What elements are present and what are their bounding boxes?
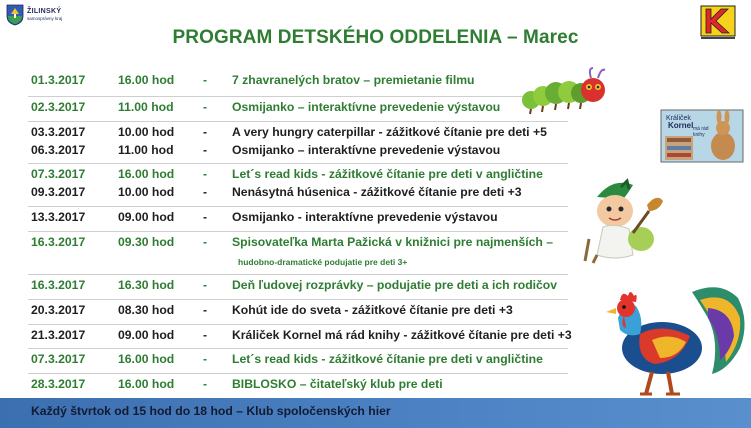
event-date: 28.3.2017 <box>31 377 86 391</box>
row-divider <box>28 373 568 374</box>
event-time: 16.30 hod <box>118 278 175 292</box>
event-time: 16.00 hod <box>118 73 175 87</box>
event-desc: Spisovateľka Marta Pažická v knižnici pre najmenších – <box>232 235 554 249</box>
event-date: 13.3.2017 <box>31 210 86 224</box>
event-time: 16.00 hod <box>118 377 175 391</box>
row-divider <box>28 231 568 232</box>
event-desc: Let´s read kids - zážitkové čítanie pre deti v angličtine <box>232 352 543 366</box>
event-desc: Deň ľudovej rozprávky – podujatie pre deti a ich rodičov <box>232 278 558 292</box>
event-date: 03.3.2017 <box>31 125 86 139</box>
event-time: 16.00 hod <box>118 167 175 181</box>
event-time: 11.00 hod <box>118 100 174 114</box>
event-subnote: hudobno-dramatické podujatie pre deti 3+ <box>238 257 408 267</box>
event-time: 09.30 hod <box>118 235 175 249</box>
row-divider <box>28 299 568 300</box>
event-desc: BIBLOSKO – čitateľský klub pre deti <box>232 377 443 391</box>
row-divider <box>28 348 568 349</box>
event-time: 11.00 hod <box>118 143 174 157</box>
event-date: 16.3.2017 <box>31 235 86 249</box>
event-desc: 7 zhavranelých bratov – premietanie filmu <box>232 73 475 87</box>
event-dash: - <box>203 185 208 199</box>
region-logo-name: ŽILINSKÝ <box>27 8 62 15</box>
event-desc: Let´s read kids - zážitkové čítanie pre deti v angličtine <box>232 167 543 181</box>
event-dash: - <box>203 167 208 181</box>
book-cover-line4: knihy <box>693 132 705 138</box>
event-dash: - <box>203 352 208 366</box>
page-title: PROGRAM DETSKÉHO ODDELENIA – Marec <box>172 27 579 48</box>
event-desc: Osmijanko – interaktívne prevedenie výstavou <box>232 143 501 157</box>
row-divider <box>28 324 568 325</box>
event-dash: - <box>203 100 208 114</box>
event-time: 09.00 hod <box>118 328 175 342</box>
row-divider <box>28 274 568 275</box>
footer-text: Každý štvrtok od 15 hod do 18 hod – Klub spoločenských hier <box>31 404 391 418</box>
region-logo-sub: samosprávny kraj <box>27 16 63 21</box>
event-desc: Osmijanko - interaktívne prevedenie výstavou <box>232 210 498 224</box>
event-dash: - <box>203 235 208 249</box>
book-cover-line1: Králiček <box>666 115 691 122</box>
event-desc: Osmijanko – interaktívne prevedenie výstavou <box>232 100 501 114</box>
event-dash: - <box>203 303 208 317</box>
event-date: 07.3.2017 <box>31 352 86 366</box>
event-date: 16.3.2017 <box>31 278 86 292</box>
rooster-illustration <box>600 278 750 398</box>
osmijanko-illustration <box>583 177 668 265</box>
event-date: 21.3.2017 <box>31 328 86 342</box>
event-date: 09.3.2017 <box>31 185 86 199</box>
event-dash: - <box>203 328 208 342</box>
event-dash: - <box>203 210 208 224</box>
event-date: 07.3.2017 <box>31 167 86 181</box>
event-time: 09.00 hod <box>118 210 175 224</box>
event-dash: - <box>203 278 208 292</box>
event-date: 06.3.2017 <box>31 143 86 157</box>
book-cover-line3: má rád <box>693 126 709 132</box>
event-time: 10.00 hod <box>118 185 175 199</box>
event-desc: Králiček Kornel má rád knihy - zážitkové čítanie pre deti +3 <box>232 328 572 342</box>
caterpillar-illustration <box>521 66 611 118</box>
event-dash: - <box>203 143 208 157</box>
event-date: 20.3.2017 <box>31 303 86 317</box>
event-desc: Kohút ide do sveta - zážitkové čítanie pre deti +3 <box>232 303 513 317</box>
event-time: 16.00 hod <box>118 352 175 366</box>
row-divider <box>28 163 568 164</box>
book-cover-illustration <box>659 108 745 164</box>
row-divider <box>28 121 568 122</box>
event-time: 10.00 hod <box>118 125 175 139</box>
event-time: 08.30 hod <box>118 303 175 317</box>
event-date: 01.3.2017 <box>31 73 86 87</box>
row-divider <box>28 96 568 97</box>
event-dash: - <box>203 377 208 391</box>
row-divider <box>28 206 568 207</box>
event-dash: - <box>203 125 208 139</box>
coat-of-arms-icon <box>6 4 24 26</box>
event-desc: A very hungry caterpillar - zážitkové čítanie pre deti +5 <box>232 125 547 139</box>
region-logo <box>6 4 62 26</box>
event-dash: - <box>203 73 208 87</box>
event-date: 02.3.2017 <box>31 100 86 114</box>
book-cover-line2: Kornel <box>668 121 694 130</box>
event-desc: Nenásytná húsenica - zážitkové čítanie pre deti +3 <box>232 185 522 199</box>
footer-bar <box>0 398 751 428</box>
